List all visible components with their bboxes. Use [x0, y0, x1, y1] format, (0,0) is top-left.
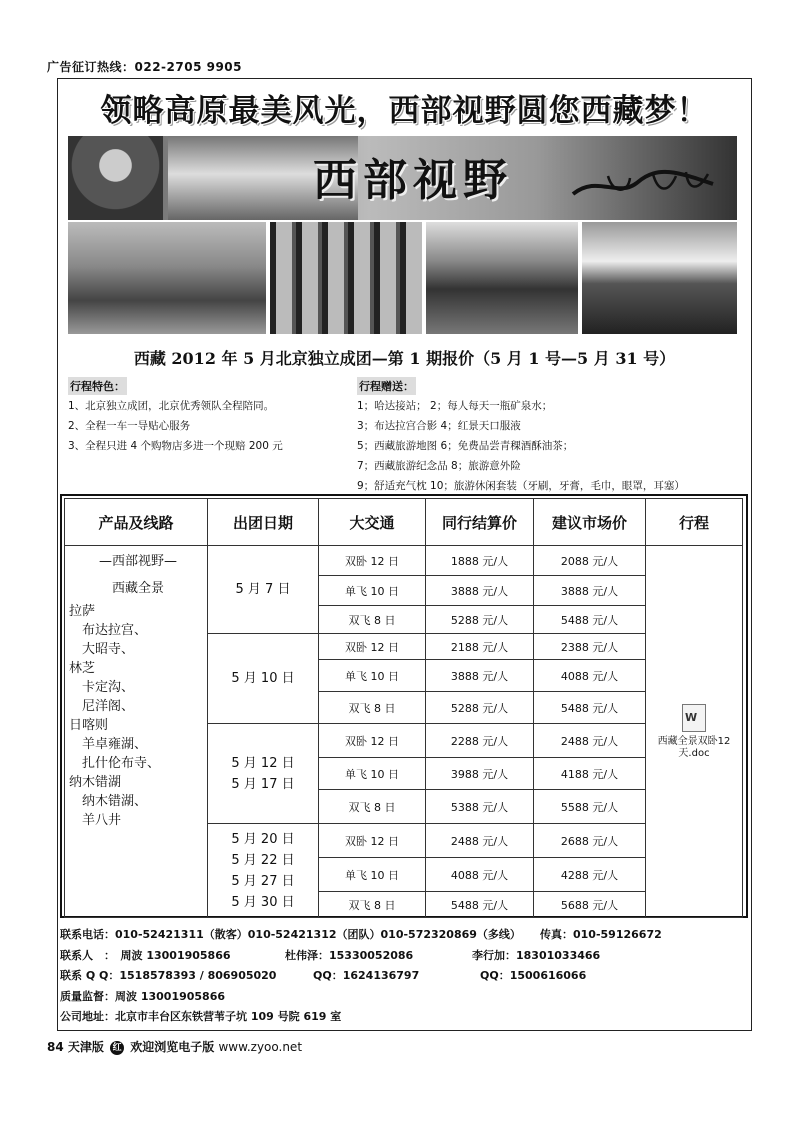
- contact-person: 李行加：18301033466: [472, 948, 601, 962]
- contact-fax: 传真：010-59126672: [540, 928, 662, 941]
- market-price-cell: 5688 元/人: [534, 892, 646, 918]
- transport-cell: 单飞 10 日: [319, 758, 426, 790]
- page-footer: [47, 1038, 302, 1055]
- market-price-cell: 4288 元/人: [534, 858, 646, 892]
- column-header: 同行结算价: [426, 499, 534, 546]
- tibetan-girl-photo: [68, 222, 266, 334]
- contact-person: 联系人 ： 周波 13001905866: [60, 948, 231, 962]
- route-brand: —西部视野—: [98, 554, 177, 569]
- route-line: 纳木错湖: [69, 775, 122, 790]
- gifts-title: 行程赠送：: [357, 377, 416, 395]
- departure-date: 5 月 30 日: [231, 894, 295, 910]
- route-line: 大昭寺、: [69, 642, 135, 657]
- market-price-cell: 2088 元/人: [534, 546, 646, 576]
- departure-date-cell: [208, 546, 319, 634]
- agent-price-cell: 3988 元/人: [426, 758, 534, 790]
- departure-date-cell: [208, 724, 319, 824]
- departure-date: 5 月 22 日: [231, 852, 295, 868]
- banner-image: [68, 136, 737, 220]
- itinerary-cell: [646, 546, 743, 918]
- agent-price-cell: 1888 元/人: [426, 546, 534, 576]
- contact-qq: QQ：1624136797: [313, 969, 420, 982]
- transport-cell: 单飞 10 日: [319, 660, 426, 692]
- feature-item: 2、全程一车一导贴心服务: [68, 420, 191, 432]
- snow-mountain-lake-photo: [582, 222, 737, 334]
- route-line: 林芝: [69, 661, 96, 676]
- transport-cell: 双卧 12 日: [319, 724, 426, 758]
- agent-price-cell: 2488 元/人: [426, 824, 534, 858]
- word-document-icon[interactable]: [682, 704, 706, 732]
- tibetan-woman-photo: [68, 136, 163, 220]
- prayer-wheels-photo: [270, 222, 422, 334]
- market-price-cell: 2688 元/人: [534, 824, 646, 858]
- features-list: [68, 396, 283, 456]
- agent-price-cell: 2288 元/人: [426, 724, 534, 758]
- departure-date-cell: [208, 824, 319, 918]
- contact-person: 杜伟泽：15330052086: [285, 948, 414, 962]
- feature-item: 3、全程只进 4 个购物店多进一个现赔 200 元: [68, 440, 283, 452]
- market-price-cell: 5588 元/人: [534, 790, 646, 824]
- market-price-cell: 2488 元/人: [534, 724, 646, 758]
- features-title: 行程特色：: [68, 377, 127, 395]
- market-price-cell: 5488 元/人: [534, 692, 646, 724]
- agent-price-cell: 3888 元/人: [426, 576, 534, 606]
- route-line: 纳木错湖、: [69, 794, 148, 809]
- itinerary-file-link[interactable]: 西藏全景双卧12天.doc: [657, 735, 731, 759]
- agent-price-cell: 4088 元/人: [426, 858, 534, 892]
- transport-cell: 单飞 10 日: [319, 858, 426, 892]
- contact-qq: 联系 Q Q：1518578393 / 806905020: [60, 969, 277, 982]
- quality-supervision: 质量监督：周波 13001905866: [60, 989, 226, 1003]
- mountain-lake-photo: [426, 222, 578, 334]
- market-price-cell: 4188 元/人: [534, 758, 646, 790]
- market-price-cell: 5488 元/人: [534, 606, 646, 634]
- route-line: 布达拉宫、: [69, 623, 148, 638]
- route-line: 尼洋阁、: [69, 699, 135, 714]
- price-subtitle: 西藏 2012 年 5 月北京独立成团—第 1 期报价（5 月 1 号—5 月 31 号）: [133, 349, 676, 368]
- transport-cell: 单飞 10 日: [319, 576, 426, 606]
- column-header: 大交通: [319, 499, 426, 546]
- transport-cell: 双卧 12 日: [319, 634, 426, 660]
- agent-price-cell: 5388 元/人: [426, 790, 534, 824]
- ad-hotline: 广告征订热线：022-2705 9905: [47, 60, 243, 74]
- departure-date: 5 月 17 日: [231, 776, 295, 792]
- gift-item: 9；舒适充气枕 10；旅游休闲套装（牙刷，牙膏，毛巾，眼罩，耳塞）: [357, 480, 685, 492]
- column-header: 行程: [646, 499, 743, 546]
- route-line: 卡定沟、: [69, 680, 135, 695]
- transport-cell: 双飞 8 日: [319, 606, 426, 634]
- gift-item: 5；西藏旅游地图 6；免费品尝青稞酒酥油茶；: [357, 440, 574, 452]
- market-price-cell: 2388 元/人: [534, 634, 646, 660]
- departure-date: 5 月 7 日: [235, 582, 291, 597]
- transport-cell: 双飞 8 日: [319, 892, 426, 918]
- contact-qq: QQ：1500616066: [480, 969, 587, 982]
- gift-item: 1；哈达接站； 2；每人每天一瓶矿泉水；: [357, 400, 553, 412]
- column-header: 建议市场价: [534, 499, 646, 546]
- calligraphy-signature: [568, 164, 718, 204]
- column-header: 出团日期: [208, 499, 319, 546]
- company-address: 公司地址：北京市丰台区东铁营苇子坑 109 号院 619 室: [60, 1010, 342, 1023]
- banner-title: 西部视野: [313, 155, 513, 206]
- website-link[interactable]: www.zyoo.net: [218, 1040, 303, 1054]
- agent-price-cell: 3888 元/人: [426, 660, 534, 692]
- agent-price-cell: 2188 元/人: [426, 634, 534, 660]
- transport-cell: 双飞 8 日: [319, 692, 426, 724]
- table-row: [65, 546, 743, 576]
- departure-date: 5 月 27 日: [231, 873, 295, 889]
- agent-price-cell: 5288 元/人: [426, 692, 534, 724]
- transport-cell: 双卧 12 日: [319, 824, 426, 858]
- transport-cell: 双卧 12 日: [319, 546, 426, 576]
- column-header: 产品及线路: [65, 499, 208, 546]
- magazine-logo-icon: 红: [110, 1041, 124, 1055]
- price-table: [64, 498, 743, 918]
- market-price-cell: 3888 元/人: [534, 576, 646, 606]
- route-line: 羊卓雍湖、: [69, 737, 148, 752]
- page-number: 84: [47, 1040, 64, 1054]
- route-line: 日喀则: [69, 718, 109, 733]
- departure-date-cell: [208, 634, 319, 724]
- departure-date: 5 月 10 日: [231, 671, 295, 686]
- agent-price-cell: 5288 元/人: [426, 606, 534, 634]
- gift-item: 3；布达拉宫合影 4；红景天口服液: [357, 420, 521, 432]
- table-header-row: [65, 499, 743, 546]
- agent-price-cell: 5488 元/人: [426, 892, 534, 918]
- departure-date: 5 月 12 日: [231, 755, 295, 771]
- route-line: 拉萨: [69, 604, 96, 619]
- route-line: 羊八井: [69, 813, 122, 828]
- contact-phone: 联系电话：010-52421311（散客）010-52421312（团队）010-572320869（多线）: [60, 928, 521, 941]
- headline: 领略高原最美风光，西部视野圆您西藏梦！: [100, 93, 709, 129]
- feature-item: 1、北京独立成团，北京优秀领队全程陪同。: [68, 400, 275, 412]
- market-price-cell: 4088 元/人: [534, 660, 646, 692]
- departure-date: 5 月 20 日: [231, 831, 295, 847]
- gift-item: 7；西藏旅游纪念品 8；旅游意外险: [357, 460, 521, 472]
- route-cell: [65, 546, 208, 918]
- edition-label: 天津版: [67, 1040, 104, 1054]
- gifts-list: [357, 396, 685, 496]
- route-line: 扎什伦布寺、: [69, 756, 161, 771]
- transport-cell: 双飞 8 日: [319, 790, 426, 824]
- route-name: 西藏全景: [111, 581, 164, 596]
- footer-slogan: 欢迎浏览电子版: [130, 1040, 215, 1054]
